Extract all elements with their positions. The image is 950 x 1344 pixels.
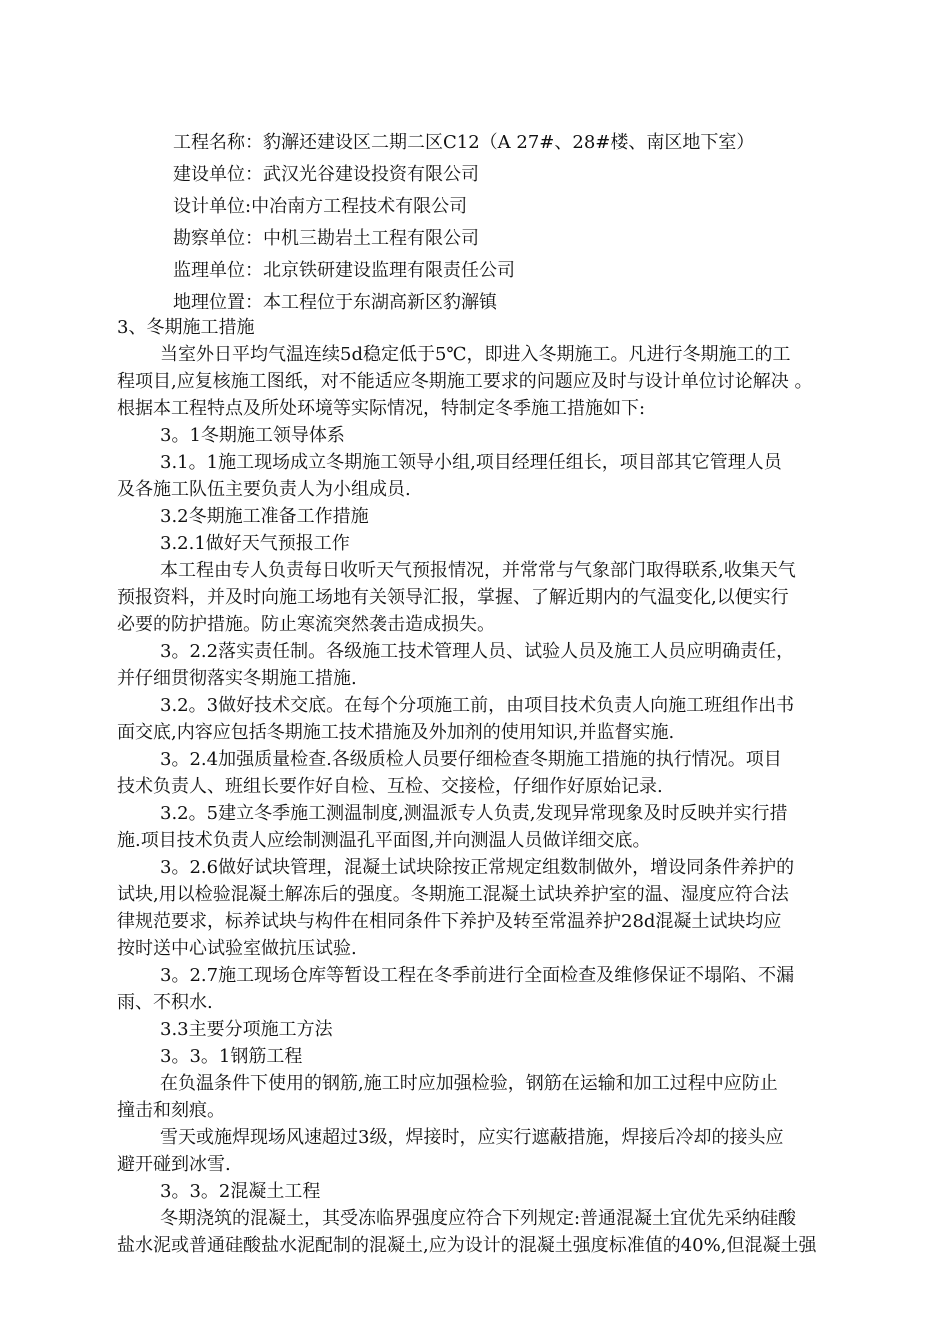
survey-unit: 勘察单位：中机三勘岩土工程有限公司 xyxy=(173,228,479,249)
paragraph-line: 试块,用以检验混凝土解冻后的强度。冬期施工混凝土试块养护室的温、湿度应符合法 xyxy=(117,884,789,905)
subsection-heading: 3。3。1钢筋工程 xyxy=(160,1046,303,1067)
location: 地理位置：本工程位于东湖高新区豹澥镇 xyxy=(173,292,497,313)
paragraph-line: 技术负责人、班组长要作好自检、互检、交接检，仔细作好原始记录. xyxy=(117,776,663,797)
paragraph-line: 施.项目技术负责人应绘制测温孔平面图,并向测温人员做详细交底。 xyxy=(117,830,651,851)
supervision-unit: 监理单位：北京铁研建设监理有限责任公司 xyxy=(173,260,515,281)
paragraph-line: 及各施工队伍主要负责人为小组成员. xyxy=(117,479,411,500)
paragraph-line: 雨、不积水. xyxy=(117,992,213,1013)
project-name: 工程名称：豹澥还建设区二期二区C12（A 27#、28#楼、南区地下室） xyxy=(173,132,755,153)
section-heading: 3、冬期施工措施 xyxy=(117,317,255,338)
paragraph-line: 3.1。1施工现场成立冬期施工领导小组,项目经理任组长，项目部其它管理人员 xyxy=(160,452,782,473)
subsection-heading: 3.3主要分项施工方法 xyxy=(160,1019,333,1040)
paragraph-line: 面交底,内容应包括冬期施工技术措施及外加剂的使用知识,并监督实施. xyxy=(117,722,675,743)
paragraph-line: 冬期浇筑的混凝土，其受冻临界强度应符合下列规定:普通混凝土宜优先采纳硅酸 xyxy=(160,1208,797,1229)
paragraph-line: 避开碰到冰雪. xyxy=(117,1154,231,1175)
paragraph-line: 3。2.2落实责任制。各级施工技术管理人员、试验人员及施工人员应明确责任， xyxy=(160,641,795,662)
paragraph-line: 预报资料，并及时向施工场地有关领导汇报，掌握、了解近期内的气温变化,以便实行 xyxy=(117,587,789,608)
paragraph-line: 3.2。3做好技术交底。在每个分项施工前，由项目技术负责人向施工班组作出书 xyxy=(160,695,795,716)
paragraph-line: 当室外日平均气温连续5d稳定低于5℃，即进入冬期施工。凡进行冬期施工的工 xyxy=(160,344,791,365)
subsection-heading: 3.2冬期施工准备工作措施 xyxy=(160,506,369,527)
paragraph-line: 并仔细贯彻落实冬期施工措施. xyxy=(117,668,357,689)
subsection-heading: 3。1冬期施工领导体系 xyxy=(160,425,345,446)
subsection-heading: 3.2.1做好天气预报工作 xyxy=(160,533,350,554)
paragraph-line: 必要的防护措施。防止寒流突然袭击造成损失。 xyxy=(117,614,495,635)
paragraph-line: 根据本工程特点及所处环境等实际情况，特制定冬季施工措施如下: xyxy=(117,398,646,419)
paragraph-line: 律规范要求，标养试块与构件在相同条件下养护及转至常温养护28d混凝土试块均应 xyxy=(117,911,782,932)
paragraph-line: 3.2。5建立冬季施工测温制度,测温派专人负责,发现异常现象及时反映并实行措 xyxy=(160,803,788,824)
paragraph-line: 3。2.7施工现场仓库等暂设工程在冬季前进行全面检查及维修保证不塌陷、不漏 xyxy=(160,965,795,986)
paragraph-line: 按时送中心试验室做抗压试验. xyxy=(117,938,357,959)
paragraph-line: 盐水泥或普通硅酸盐水泥配制的混凝土,应为设计的混凝土强度标准值的40%,但混凝土强 xyxy=(117,1235,817,1256)
subsection-heading: 3。3。2混凝土工程 xyxy=(160,1181,321,1202)
paragraph-line: 在负温条件下使用的钢筋,施工时应加强检验，钢筋在运输和加工过程中应防止 xyxy=(160,1073,778,1094)
paragraph-line: 雪天或施焊现场风速超过3级，焊接时，应实行遮蔽措施，焊接后冷却的接头应 xyxy=(160,1127,784,1148)
construction-unit: 建设单位：武汉光谷建设投资有限公司 xyxy=(173,164,479,185)
design-unit: 设计单位:中冶南方工程技术有限公司 xyxy=(173,196,468,217)
paragraph-line: 程项目,应复核施工图纸，对不能适应冬期施工要求的问题应及时与设计单位讨论解决 。 xyxy=(117,371,813,392)
paragraph-line: 3。2.4加强质量检查.各级质检人员要仔细检查冬期施工措施的执行情况。项目 xyxy=(160,749,782,770)
paragraph-line: 本工程由专人负责每日收听天气预报情况，并常常与气象部门取得联系,收集天气 xyxy=(160,560,796,581)
paragraph-line: 撞击和刻痕。 xyxy=(117,1100,225,1121)
paragraph-line: 3。2.6做好试块管理，混凝土试块除按正常规定组数制做外，增设同条件养护的 xyxy=(160,857,795,878)
